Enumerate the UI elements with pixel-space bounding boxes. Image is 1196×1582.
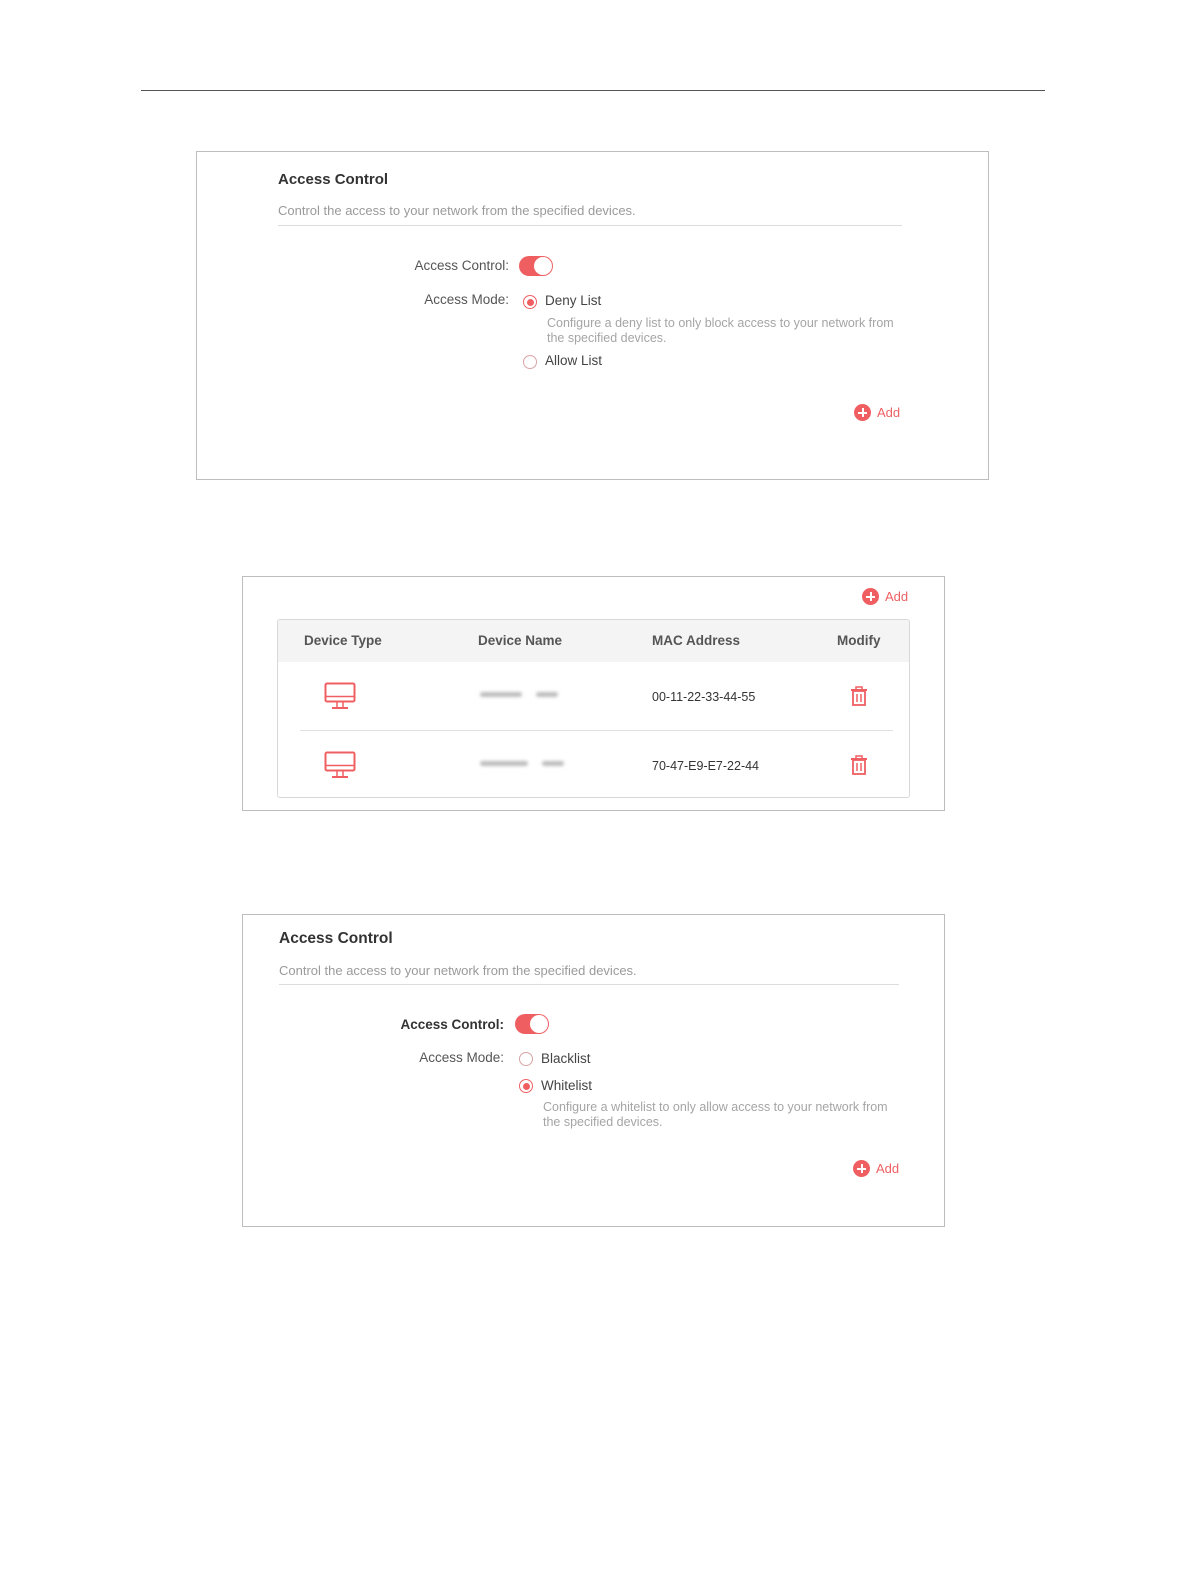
column-device-type: Device Type (304, 633, 382, 648)
deny-list-hint: Configure a deny list to only block access to your network from the specified devices. (547, 316, 894, 345)
access-control-label: Access Control: (400, 1017, 504, 1032)
column-mac-address: MAC Address (652, 633, 741, 648)
table-row (278, 731, 909, 798)
panel-subtitle: Control the access to your network from the specified devices. (279, 963, 637, 978)
panel-title: Access Control (279, 930, 393, 947)
blacklist-label: Blacklist (541, 1051, 591, 1066)
table-row (278, 662, 909, 731)
toggle-knob (534, 257, 552, 275)
panel-subtitle: Control the access to your network from the specified devices. (278, 203, 636, 218)
panel-title: Access Control (278, 171, 389, 188)
table-header (278, 620, 909, 662)
trash-icon[interactable] (850, 686, 868, 706)
column-modify: Modify (837, 633, 881, 648)
deny-list-radio[interactable] (523, 295, 537, 309)
toggle-knob (530, 1015, 548, 1033)
add-button[interactable] (862, 588, 908, 605)
allow-list-radio[interactable] (523, 355, 537, 369)
add-label: Add (876, 1161, 900, 1176)
whitelist-label: Whitelist (541, 1078, 593, 1093)
section-divider (278, 225, 902, 226)
deny-list-label: Deny List (545, 293, 602, 308)
access-control-panel-whitelist (242, 914, 945, 1227)
access-control-toggle[interactable] (515, 1014, 549, 1034)
mac-address: 70-47-E9-E7-22-44 (652, 759, 760, 773)
add-icon (854, 404, 871, 421)
device-name-redacted (480, 692, 558, 697)
add-button[interactable] (853, 1160, 899, 1177)
blacklist-radio[interactable] (519, 1052, 533, 1066)
whitelist-radio[interactable] (519, 1079, 533, 1093)
column-device-name: Device Name (478, 633, 563, 648)
device-table (277, 619, 910, 798)
add-icon (853, 1160, 870, 1177)
access-mode-label: Access Mode: (424, 292, 509, 307)
device-list-panel (242, 576, 945, 811)
desktop-icon (324, 682, 356, 710)
device-name-redacted (480, 761, 564, 766)
whitelist-hint: Configure a whitelist to only allow access to your network from the specified devices. (543, 1100, 888, 1129)
access-control-label: Access Control: (414, 258, 509, 273)
allow-list-label: Allow List (545, 353, 603, 368)
add-button[interactable] (854, 404, 900, 421)
desktop-icon (324, 751, 356, 779)
add-label: Add (877, 405, 901, 420)
access-mode-label: Access Mode: (419, 1050, 504, 1065)
add-label: Add (885, 589, 909, 604)
section-divider (279, 984, 899, 985)
mac-address: 00-11-22-33-44-55 (652, 690, 756, 704)
page-header-rule (141, 90, 1045, 91)
add-icon (862, 588, 879, 605)
access-control-toggle[interactable] (519, 256, 553, 276)
access-control-panel-deny (196, 151, 989, 480)
trash-icon[interactable] (850, 755, 868, 775)
